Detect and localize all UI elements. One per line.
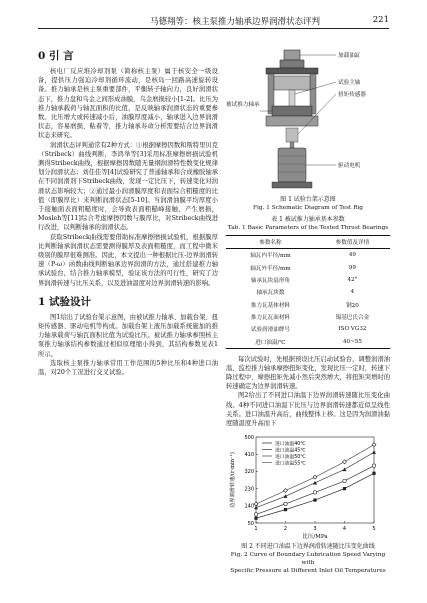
intro-paragraph-3: 获取Stribeck曲线需要借助标准摩擦磨损试验机，根据膜厚比判断轴承润滑状态需要测得膜厚及表面粗糙度，而工程中微米级别的膜厚很难测准。因此，本文提出一种根据比压-边界润滑转速（P-ω）函数曲线判断轴承边界润滑的方法，通过搭建推力轴承试验台，结合推力轴承模型，验证该方法的可行性，研究了边界润滑转速与比压关系，以及进油温度对边界润滑转速的影响。 xyxy=(38,233,218,287)
table-cell: 推力瓦基体材料 xyxy=(250,302,291,309)
series-line xyxy=(256,466,374,515)
intro-paragraph-2: 润滑状态评判通常有2种方式：①根据摩擦因数和斯特里贝克（Stribeck）曲线判断，李鸿举等[3]采用标准摩擦磨损试验机测得Stribeck曲线，根据摩擦因数随无量纲润滑特性数变化规律划分润滑状态；刘佳佳等[4]试验研究了普通轴承和合成橡胶轴承在不同润滑剂下Stribeck曲线，发现一定比压下，转速变化对润滑状态影响较大；②通过最小润滑膜厚度和表面综合粗糙度的比值（即膜厚比）来判断润滑状态[5-10]。当润滑油膜平均厚度小于接触面表面粗糙度时，会导致表面粗糙峰接触，产生磨损，Mosleh等[11]综合考虑摩擦因数与膜厚比，对Stribeck曲线进行改进，以判断轴承的润滑状态。 xyxy=(38,141,218,232)
table-cell: 轴瓦内半径/mm xyxy=(250,253,291,260)
data-point xyxy=(313,481,317,485)
y-tick-label: 410 xyxy=(244,452,254,459)
table-cell: 轴承瓦块扇形角 xyxy=(250,278,291,285)
figure-1 xyxy=(226,48,390,196)
data-point xyxy=(254,502,258,506)
data-point xyxy=(313,475,317,479)
x-tick-label: 4 xyxy=(342,526,347,533)
label-loading-cylinder: 加载油缸 xyxy=(338,53,361,59)
x-tick-label: 5 xyxy=(372,526,376,533)
section-1-heading: 1 试验设计 xyxy=(38,295,91,308)
left-column xyxy=(38,48,218,377)
series-line xyxy=(256,445,374,504)
data-point xyxy=(284,495,288,499)
bearing-parameter-table xyxy=(226,235,390,349)
y-tick-label: 230 xyxy=(244,486,254,493)
table-cell: 99 xyxy=(348,264,356,271)
figure-2-caption-en-2: Specific Pressure at Different Inlet Oil Temperatures xyxy=(230,568,386,575)
data-point xyxy=(313,491,316,494)
table-header-value: 参数值及详情 xyxy=(315,236,390,249)
header-rule xyxy=(38,28,389,29)
data-point xyxy=(372,464,375,467)
legend-label: 进口油温45℃ xyxy=(275,448,306,454)
table-row xyxy=(226,286,390,298)
right-column xyxy=(226,48,390,575)
y-tick-label: 500 xyxy=(244,435,254,442)
design-paragraph-1: 图1给出了试验台架示意图，由被试推力轴承、加载台架、扭矩传感器、驱动电机等构成。加载台架上液压加载系统施加的推力轴承载荷与轴瓦面积比值为试验比压。被试推力轴承参照核主泵推力轴承结构参数通过相似原理缩小得到，其结构参数见表1所示。 xyxy=(38,313,218,358)
plot-frame xyxy=(256,437,374,523)
table-header-name: 参数名称 xyxy=(226,236,315,249)
data-point xyxy=(372,443,376,447)
table-cell: 进口油温/℃ xyxy=(226,335,315,348)
result-paragraph-1: 每次试验时，先根据预设比压启动试验台，调整润滑油温、监控推力轴承摩擦扭矩变化，发现比压一定时，转速下降过程中，摩擦扭矩先减小然后突然增大，将扭矩突增时的转速确定为边界润滑转速。 xyxy=(226,355,390,391)
label-drive-motor: 驱动电机 xyxy=(338,163,361,169)
table-1-caption-en: Tab. 1 Basic Parameters of the Tested Thrust Bearings xyxy=(227,225,389,231)
intro-paragraph-1: 核电厂反应堆冷却剂泵（简称核主泵）属于核安全一级设备，提供压力强迫冷却剂循环流动，是核岛一回路高速旋转设备。推力轴承是核主泵重要部件，平衡转子轴向力，良好润滑状态下，推力盘和乌金之间形成油膜，乌金磨损较小[1-2]。比压为推力轴承载荷与轴瓦面积的比值，是反映轴承润滑状态的重要参数。比压增大或转速减小后，油膜厚度减小，轴承进入边界润滑状态，容易磨损、粘着等，推力轴承寿命分析需要结合边界润滑状态来研究。 xyxy=(38,68,218,140)
legend-label: 进口油温40℃ xyxy=(275,442,306,448)
data-point xyxy=(343,480,346,483)
table-row xyxy=(226,335,390,348)
legend-label: 进口油温50℃ xyxy=(275,455,306,461)
running-title: 马德翔等：核主泵推力轴承边界润滑状态评判 xyxy=(150,17,321,27)
x-tick-label: 1 xyxy=(254,526,258,533)
page-number: 221 xyxy=(372,15,389,25)
table-row xyxy=(226,298,390,310)
boundary-speed-chart xyxy=(226,431,390,543)
result-paragraph-2: 图2给出了不同进口油温下边界润滑转速随比压变化曲线。4种不同进口油温下比压与边界润滑转速都近似呈线性关系。进口油温升高后，曲线整体上移。这是因为润滑油黏度随温度升高而下 xyxy=(226,392,390,428)
data-point xyxy=(372,472,375,475)
table-row xyxy=(226,274,390,286)
table-row xyxy=(226,249,390,262)
figure-1-caption-en: Fig. 1 Schematic Diagram of Test Rig xyxy=(252,205,364,211)
data-point xyxy=(254,517,257,520)
data-point xyxy=(343,468,347,472)
figure-2-caption-en-1: Fig. 2 Curve of Boundary Lubrication Speed Varying with xyxy=(230,552,386,567)
table-cell: 4 xyxy=(350,289,355,296)
table-cell: 钢20 xyxy=(346,302,359,309)
data-point xyxy=(284,508,287,511)
data-point xyxy=(254,513,257,516)
running-header xyxy=(0,0,427,34)
data-point xyxy=(284,489,288,493)
data-point xyxy=(343,460,347,464)
label-tested-bearing: 被试推力轴承 xyxy=(226,102,260,108)
label-torque-sensor: 扭矩传感器 xyxy=(338,92,366,98)
x-tick-label: 3 xyxy=(313,526,317,533)
table-cell: 轴承瓦块数 xyxy=(256,290,285,297)
x-tick-label: 2 xyxy=(283,526,288,533)
data-point xyxy=(372,451,376,455)
data-point xyxy=(284,502,287,505)
y-tick-label: 320 xyxy=(244,469,254,476)
figure-2 xyxy=(226,431,390,543)
section-0-heading: 0 引 言 xyxy=(38,50,74,62)
legend-label: 进口油温55℃ xyxy=(275,461,306,467)
table-cell: 49 xyxy=(348,252,356,259)
figure-1-caption-cn: 图 1 试验台架示意图 xyxy=(280,196,336,203)
table-cell: 轴瓦外半径/mm xyxy=(250,265,291,272)
table-row xyxy=(226,262,390,274)
table-cell: 40~55 xyxy=(315,335,390,348)
table-1-caption-cn: 表 1 被试推力轴承基本参数 xyxy=(271,216,345,223)
data-point xyxy=(313,499,316,502)
table-cell: ISO VG32 xyxy=(338,326,367,333)
label-test-shaft: 试验主轴 xyxy=(338,80,361,86)
table-cell: 锡基巴氏合金 xyxy=(335,314,370,321)
figure-2-caption-cn: 图 2 不同进口油温下边界润滑转速随比压变化曲线 xyxy=(241,543,375,551)
data-point xyxy=(343,487,346,490)
y-tick-label: 50 xyxy=(247,521,254,528)
table-cell: 试验润滑油牌号 xyxy=(250,327,291,334)
table-cell: 42° xyxy=(347,277,358,284)
y-tick-label: 140 xyxy=(244,503,254,510)
design-paragraph-2: 选取核主泵推力轴承常用工作范围的5种比压和4种进口油温，对20个工况进行交叉试验。 xyxy=(38,359,218,377)
table-cell: 推力瓦瓦面材料 xyxy=(250,314,291,321)
y-axis-label: 边界润滑转速/(r·min⁻¹) xyxy=(230,452,236,509)
table-row xyxy=(226,311,390,323)
x-axis-label: 比压/MPa xyxy=(302,534,328,541)
test-rig-drawing xyxy=(226,48,390,196)
table-row xyxy=(226,323,390,335)
